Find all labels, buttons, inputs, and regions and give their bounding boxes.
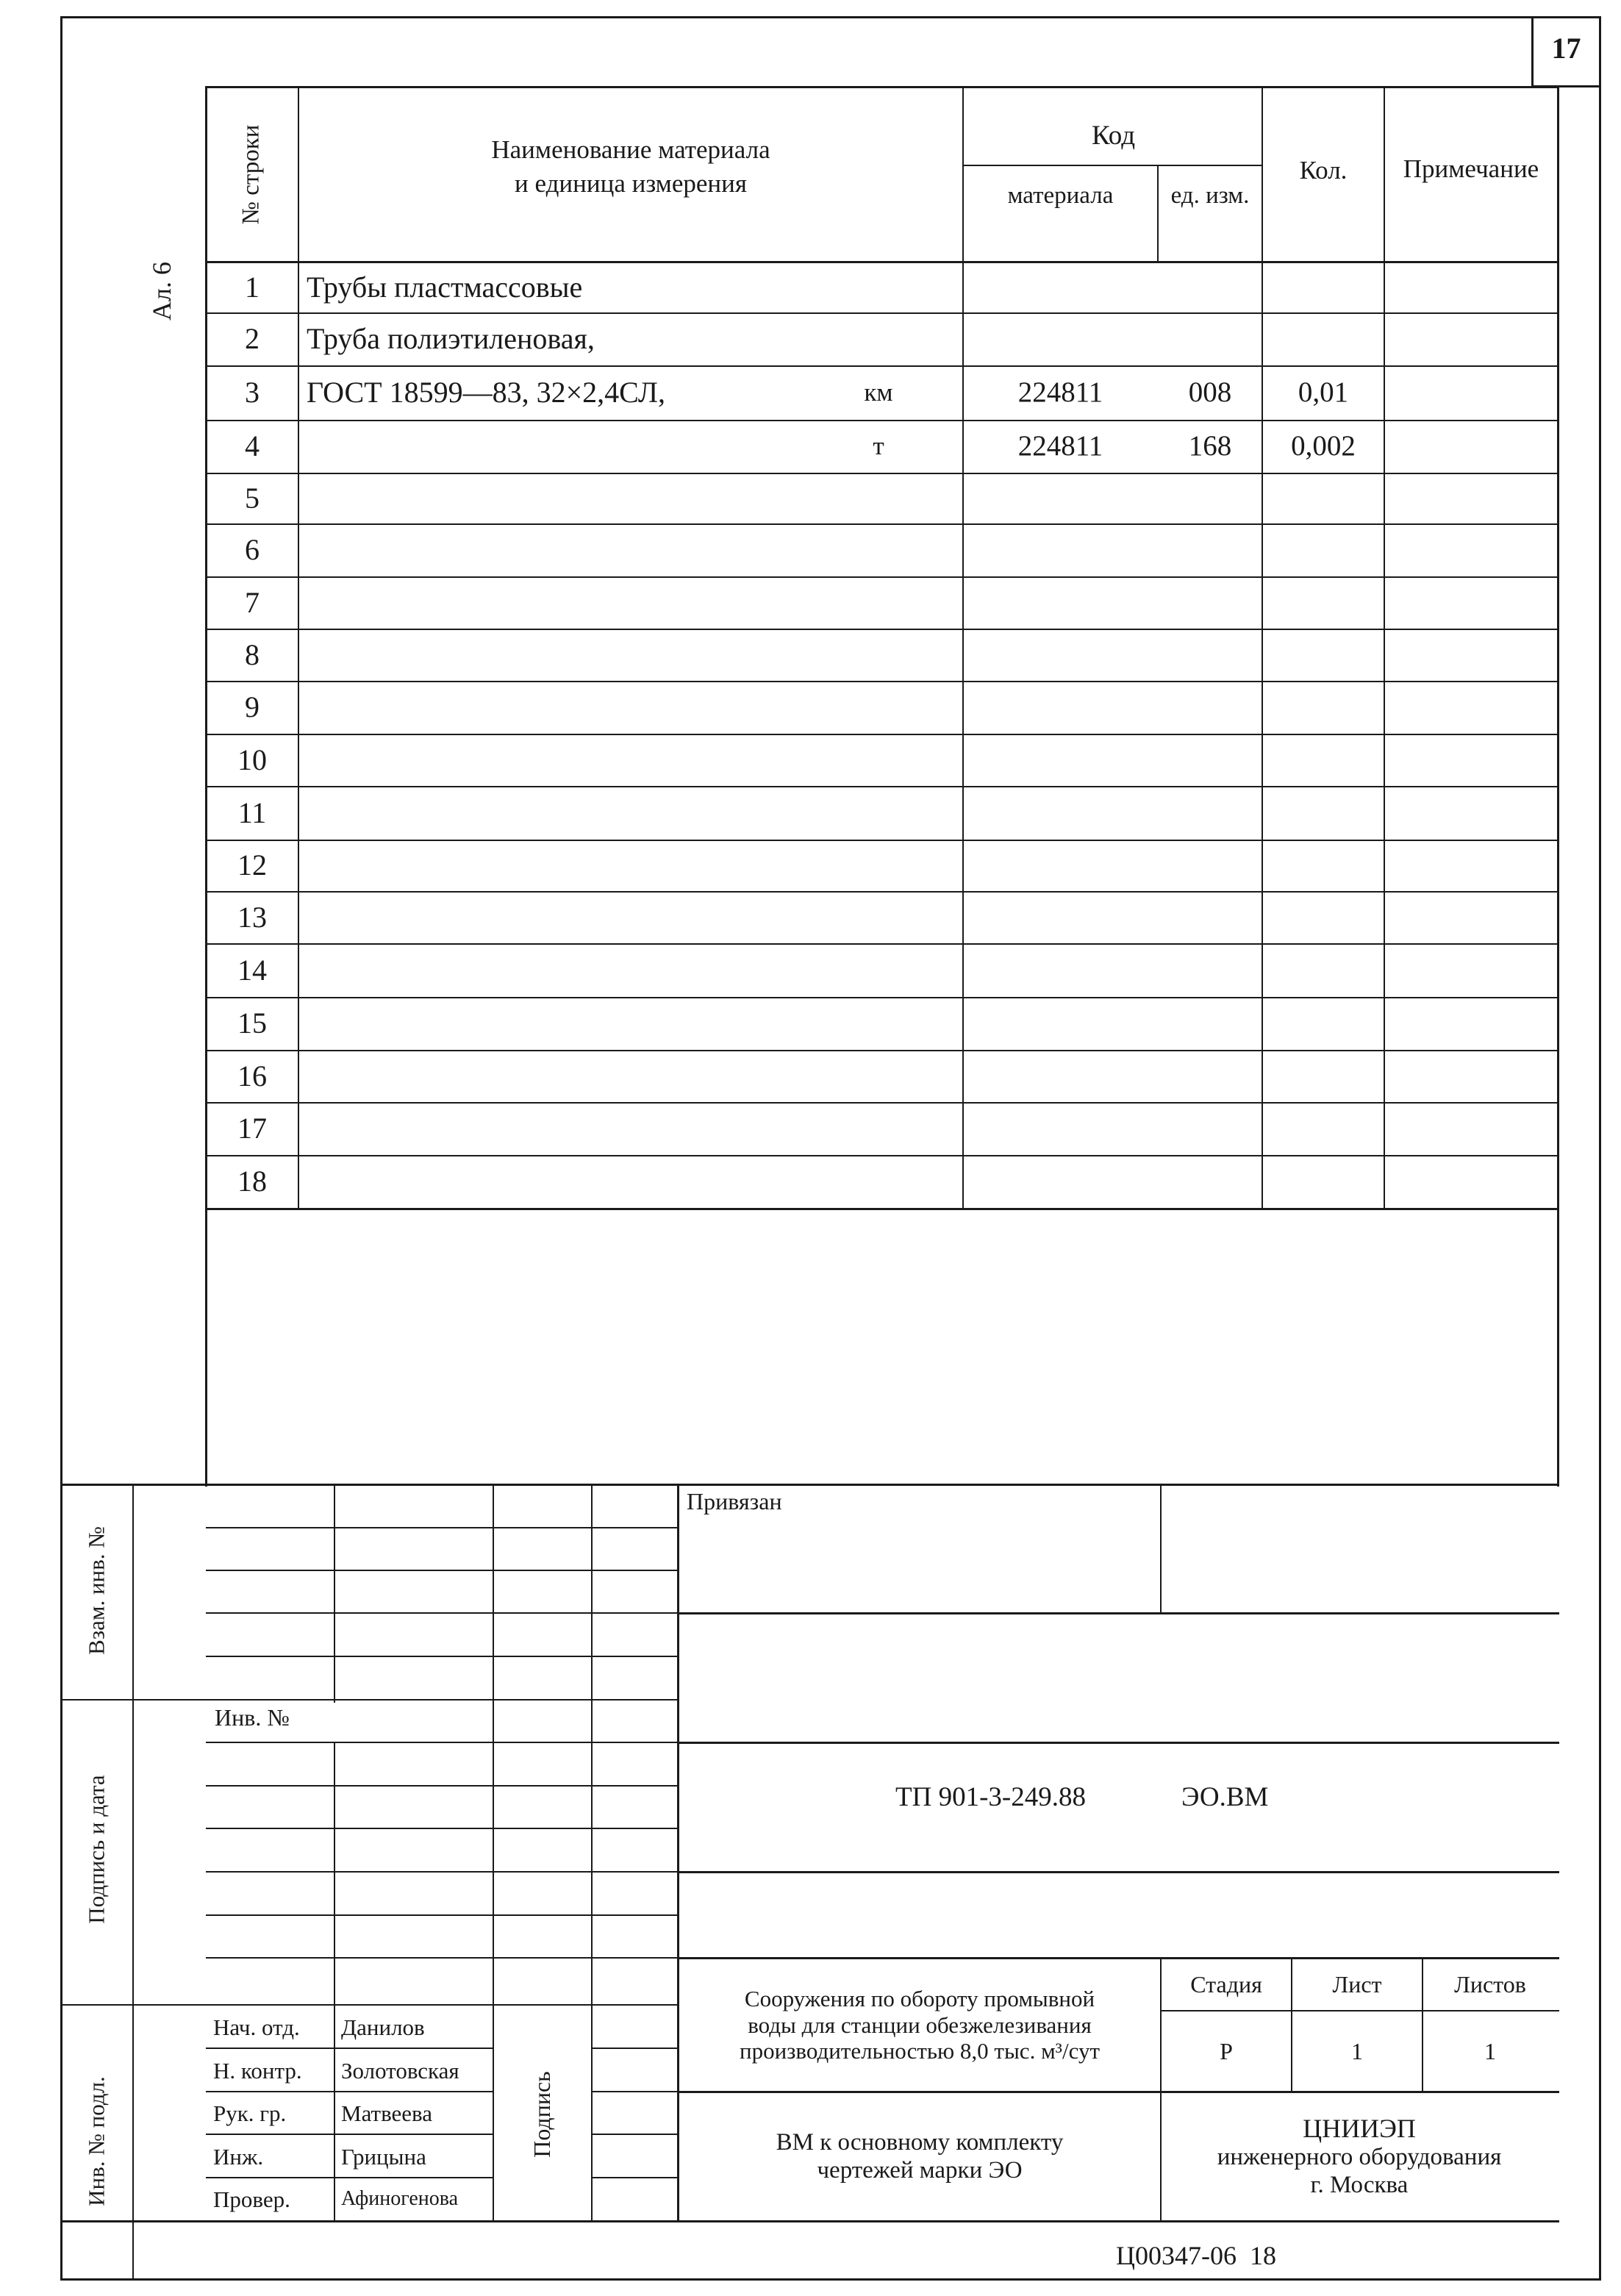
- footer-code: Ц00347-06 18: [1116, 2241, 1276, 2270]
- row-qty: [1263, 1155, 1384, 1208]
- table-right-border: [1557, 86, 1559, 1487]
- signature-name: Данилов: [341, 2014, 425, 2040]
- row-number: 9: [245, 690, 260, 723]
- org-line1: ЦНИИЭП: [1303, 2113, 1416, 2143]
- row-note: [1385, 943, 1557, 997]
- document-code: ТП 901-3-249.88: [895, 1782, 1086, 1812]
- org-line3: г. Москва: [1310, 2172, 1409, 2199]
- row-material-code: [964, 1050, 1157, 1102]
- row-name: [307, 997, 821, 1050]
- row-number: 6: [245, 533, 260, 566]
- row-material-code: [964, 262, 1157, 312]
- row-material-code: [964, 891, 1157, 943]
- row-qty: [1263, 681, 1384, 734]
- org-line2: инженерного оборудования: [1217, 2144, 1502, 2171]
- row-number: 17: [237, 1112, 267, 1145]
- row-qty: [1263, 997, 1384, 1050]
- row-unit-code: 008: [1188, 376, 1232, 408]
- header-name-line1: Наименование материала: [491, 135, 770, 164]
- row-unit: [853, 943, 904, 997]
- signature-name: Золотовская: [341, 2057, 459, 2084]
- sheet-title-line2: чертежей марки ЭО: [817, 2156, 1023, 2184]
- row-material-code: [964, 997, 1157, 1050]
- row-unit: [853, 786, 904, 840]
- row-note: [1385, 262, 1557, 312]
- row-number: 16: [237, 1059, 267, 1092]
- row-material-code: 224811: [1017, 429, 1103, 462]
- frame-right: [1599, 16, 1601, 2281]
- row-note: [1385, 1102, 1557, 1155]
- row-qty: [1263, 1050, 1384, 1102]
- signature-name: Афиногенова: [341, 2187, 459, 2211]
- sheets-value: 1: [1484, 2037, 1496, 2064]
- sheet-title: [679, 2093, 1160, 2220]
- row-unit-code: [1159, 943, 1262, 997]
- row-note: [1385, 840, 1557, 891]
- row-unit-code: [1159, 786, 1262, 840]
- document-mark: ЭО.ВМ: [1181, 1782, 1269, 1812]
- row-material-code: [964, 523, 1157, 576]
- row-material-code: [964, 840, 1157, 891]
- row-unit: км: [864, 377, 893, 407]
- signature-role: Провер.: [213, 2186, 290, 2212]
- inv-no-label: Инв. №: [215, 1704, 290, 1731]
- page-number: 17: [1551, 32, 1581, 65]
- row-unit: [853, 523, 904, 576]
- row-name: [307, 786, 821, 840]
- row-name: [307, 473, 821, 523]
- row-unit: [853, 312, 904, 365]
- row-number: 5: [245, 481, 260, 515]
- row-note: [1385, 473, 1557, 523]
- signature-role: Рук. гр.: [213, 2100, 287, 2127]
- row-unit-code: [1159, 997, 1262, 1050]
- row-unit: [853, 681, 904, 734]
- row-name: [307, 891, 821, 943]
- row-name: Трубы пластмассовые: [307, 271, 583, 304]
- row-unit: [853, 473, 904, 523]
- row-qty: [1263, 523, 1384, 576]
- row-note: [1385, 1155, 1557, 1208]
- row-unit: [853, 840, 904, 891]
- row-note: [1385, 997, 1557, 1050]
- row-number: 12: [237, 848, 267, 881]
- organization: [1162, 2093, 1557, 2220]
- sheets-label: Листов: [1454, 1971, 1526, 1998]
- row-name: [307, 629, 821, 681]
- row-name: [307, 523, 821, 576]
- sheet-title-line1: ВМ к основному комплекту: [776, 2128, 1064, 2156]
- frame-bottom: [60, 2278, 1601, 2281]
- row-number: 11: [237, 795, 267, 829]
- row-number: 8: [245, 637, 260, 671]
- header-note: Примечание: [1403, 154, 1539, 183]
- row-unit: [853, 576, 904, 629]
- row-material-code: [964, 1155, 1157, 1208]
- row-unit-code: [1159, 523, 1262, 576]
- sheet-value: 1: [1351, 2037, 1363, 2064]
- row-qty: [1263, 473, 1384, 523]
- row-unit-code: [1159, 1050, 1262, 1102]
- signature-role: Н. контр.: [213, 2057, 302, 2084]
- description-line2: воды для станции обезжелезивания: [748, 2011, 1092, 2038]
- table-end-divider: [205, 1208, 1559, 1210]
- row-name: Труба полиэтиленовая,: [307, 322, 595, 355]
- row-name: [307, 1050, 821, 1102]
- margin-label-inv-podl: Инв. № подл.: [83, 2076, 110, 2206]
- row-name: [307, 1102, 821, 1155]
- row-unit: [853, 629, 904, 681]
- sheet-label: Лист: [1332, 1971, 1382, 1998]
- row-number: 10: [237, 743, 267, 776]
- row-number: 4: [245, 429, 260, 462]
- signature-name: Грицына: [341, 2143, 426, 2170]
- row-note: [1385, 629, 1557, 681]
- row-note: [1385, 734, 1557, 786]
- row-material-code: [964, 312, 1157, 365]
- header-row-no: № строки: [237, 124, 265, 225]
- side-label: Ал. 6: [147, 262, 176, 321]
- signature-role: Нач. отд.: [213, 2014, 300, 2040]
- row-unit: [853, 1155, 904, 1208]
- frame-top: [60, 16, 1601, 18]
- frame-left: [60, 16, 62, 2281]
- row-unit-code: [1159, 262, 1262, 312]
- privyazan-label: Привязан: [687, 1488, 782, 1514]
- row-number: 3: [245, 376, 260, 409]
- row-material-code: [964, 681, 1157, 734]
- row-unit-code: [1159, 734, 1262, 786]
- margin-label-podpis-data: Подпись и дата: [83, 1775, 110, 1924]
- row-name: [307, 943, 821, 997]
- row-material-code: [964, 734, 1157, 786]
- row-unit: [853, 734, 904, 786]
- row-number: 7: [245, 585, 260, 619]
- row-unit: т: [873, 431, 884, 460]
- stage-label: Стадия: [1190, 1971, 1262, 1998]
- row-unit-code: [1159, 473, 1262, 523]
- row-number: 14: [237, 953, 267, 987]
- row-note: [1385, 523, 1557, 576]
- row-name: [307, 1155, 821, 1208]
- header-name-line2: и единица измерения: [515, 169, 747, 198]
- row-note: [1385, 312, 1557, 365]
- row-number: 15: [237, 1006, 267, 1040]
- row-material-code: [964, 786, 1157, 840]
- row-qty: [1263, 786, 1384, 840]
- row-name: ГОСТ 18599—83, 32×2,4СЛ,: [307, 376, 665, 409]
- row-name: [307, 734, 821, 786]
- row-number: 18: [237, 1165, 267, 1198]
- row-qty: [1263, 943, 1384, 997]
- row-material-code: [964, 629, 1157, 681]
- row-qty: 0,002: [1291, 429, 1356, 462]
- row-material-code: [964, 576, 1157, 629]
- row-number: 1: [245, 271, 260, 304]
- project-description: [679, 1959, 1160, 2091]
- row-note: [1385, 576, 1557, 629]
- row-note: [1385, 681, 1557, 734]
- row-material-code: [964, 943, 1157, 997]
- row-unit: [853, 1050, 904, 1102]
- row-unit: [853, 262, 904, 312]
- row-unit: [853, 1102, 904, 1155]
- row-name: [307, 840, 821, 891]
- row-qty: [1263, 891, 1384, 943]
- row-unit: [853, 891, 904, 943]
- row-unit-code: [1159, 576, 1262, 629]
- row-qty: [1263, 262, 1384, 312]
- row-note: [1385, 786, 1557, 840]
- header-code: Код: [1091, 121, 1136, 151]
- header-qty: Кол.: [1299, 156, 1348, 185]
- row-material-code: [964, 473, 1157, 523]
- row-qty: [1263, 840, 1384, 891]
- header-code-unit: ед. изм.: [1170, 182, 1250, 209]
- row-qty: [1263, 312, 1384, 365]
- row-number: 13: [237, 900, 267, 934]
- description-line1: Сооружения по обороту промывной: [744, 1986, 1095, 2012]
- row-unit-code: [1159, 891, 1262, 943]
- header-code-material: материала: [1007, 182, 1114, 209]
- stage-value: Р: [1220, 2037, 1233, 2064]
- row-note: [1385, 365, 1557, 420]
- row-unit-code: [1159, 1102, 1262, 1155]
- row-qty: [1263, 629, 1384, 681]
- row-unit-code: [1159, 1155, 1262, 1208]
- row-qty: [1263, 576, 1384, 629]
- signature-name: Матвеева: [341, 2100, 433, 2127]
- row-name: [307, 681, 821, 734]
- row-number: 2: [245, 322, 260, 355]
- row-unit-code: [1159, 681, 1262, 734]
- row-unit-code: [1159, 312, 1262, 365]
- signature-role: Инж.: [213, 2143, 264, 2170]
- row-qty: 0,01: [1298, 376, 1349, 408]
- description-line3: производительностью 8,0 тыс. м³/сут: [739, 2038, 1100, 2064]
- margin-label-vzam-inv: Взам. инв. №: [83, 1526, 110, 1655]
- row-material-code: 224811: [1017, 376, 1103, 408]
- row-unit-code: [1159, 629, 1262, 681]
- row-note: [1385, 891, 1557, 943]
- podpis-label: Подпись: [529, 2071, 555, 2158]
- row-name: [307, 420, 821, 473]
- row-note: [1385, 420, 1557, 473]
- row-material-code: [964, 1102, 1157, 1155]
- row-name: [307, 576, 821, 629]
- row-unit-code: [1159, 840, 1262, 891]
- row-unit-code: 168: [1188, 429, 1232, 462]
- row-qty: [1263, 734, 1384, 786]
- row-unit: [853, 997, 904, 1050]
- row-note: [1385, 1050, 1557, 1102]
- row-qty: [1263, 1102, 1384, 1155]
